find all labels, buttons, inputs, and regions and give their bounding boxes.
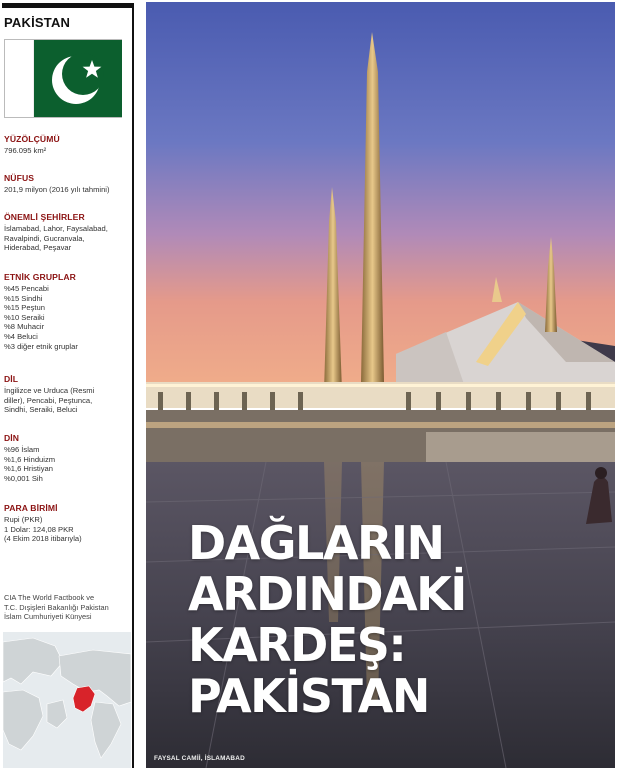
ethnic-line: %15 Peştun [4,303,45,313]
flag-white-band [5,40,34,117]
language-line: Sindhi, Seraiki, Beluci [4,405,78,415]
cities-title: ÖNEMLİ ŞEHİRLER [4,212,85,222]
top-rule [2,3,133,8]
ethnic-title: ETNİK GRUPLAR [4,272,76,282]
headline-line: KARDEŞ: [188,618,406,672]
religion-title: DİN [4,433,20,443]
fact-sidebar [0,0,134,768]
language-line: diller), Pencabi, Peştunca, [4,395,93,405]
section-language [4,374,128,415]
section-cities [4,212,128,253]
source-note [4,593,130,622]
language-line: İngilizce ve Urduca (Resmi [4,386,95,395]
area-value: 796.095 km² [4,146,47,155]
section-population [4,173,128,195]
section-religion [4,433,128,483]
country-name: PAKİSTAN [4,15,71,30]
source-line: İslam Cumhuriyeti Künyesi [4,612,92,622]
language-title: DİL [4,374,19,384]
section-area [4,134,128,156]
source-line: T.C. Dışişleri Bakanlığı Pakistan [4,602,109,612]
headline [188,518,488,722]
ethnic-line: %15 Sindhi [4,293,43,303]
currency-line: (4 Ekim 2018 itibarıyla) [4,534,82,544]
religion-line: %1,6 Hristiyan [4,464,53,474]
population-title: NÜFUS [4,173,35,183]
photo-caption: FAYSAL CAMİİ, İSLAMABAD [154,755,245,762]
cities-line: Ravalpindi, Gucranvala, [4,233,85,243]
flag-green-field [34,40,122,117]
sidebar-divider [132,3,134,768]
currency-line: Rupi (PKR) [4,515,43,524]
crescent-star-icon [34,40,122,117]
pakistan-flag [4,39,122,118]
ethnic-line: %4 Beluci [4,331,38,341]
ethnic-line: %8 Muhacir [4,322,45,332]
headline-line: PAKİSTAN [188,669,429,723]
locator-map [3,632,131,768]
headline-line: DAĞLARIN [188,516,444,570]
cities-line: Hiderabad, Peşavar [4,243,72,253]
headline-line: ARDINDAKİ [188,567,466,621]
currency-title: PARA BİRİMİ [4,503,58,513]
world-map-icon [3,632,131,768]
ethnic-line: %3 diğer etnik gruplar [4,341,78,351]
cities-line: İslamabad, Lahor, Faysalabad, [4,224,108,233]
religion-line: %1,6 Hinduizm [4,454,56,464]
religion-line: %96 İslam [4,445,40,454]
source-line: CIA The World Factbook ve [4,593,95,602]
religion-line: %0,001 Sih [4,473,43,483]
section-currency [4,503,128,544]
ethnic-line: %10 Seraiki [4,312,45,322]
ethnic-line: %45 Pencabi [4,284,49,293]
population-value: 201,9 milyon (2016 yılı tahmini) [4,185,110,194]
currency-line: 1 Dolar: 124,08 PKR [4,524,74,534]
area-title: YÜZÖLÇÜMÜ [4,134,60,144]
section-ethnic-groups [4,272,128,351]
